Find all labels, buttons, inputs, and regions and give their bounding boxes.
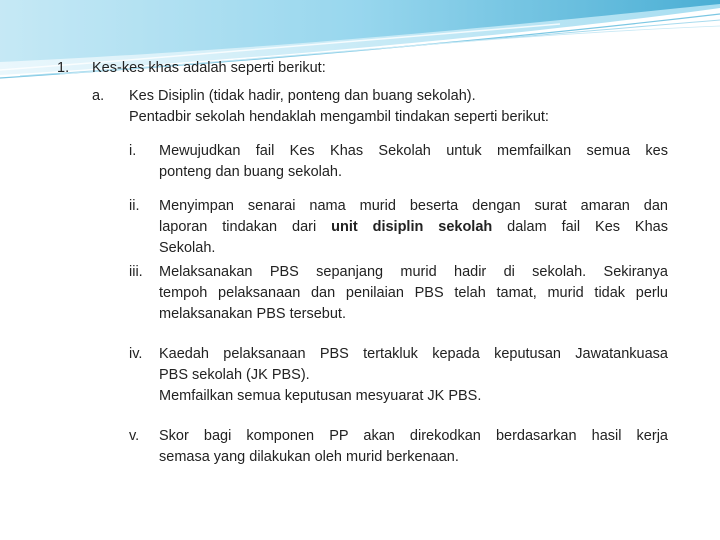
sub-item-ii-marker: ii.	[129, 198, 140, 214]
sub-item-v-line-1: Skor bagi komponen PP akan direkodkan berdasarkan hasil kerja	[159, 428, 668, 444]
sub-item-i-line-1: Mewujudkan fail Kes Khas Sekolah untuk memfailkan semua kes	[159, 143, 668, 159]
sub-item-v-line-2: semasa yang dilakukan oleh murid berkenaan.	[159, 449, 459, 465]
sub-item-iv-line-3: Memfailkan semua keputusan mesyuarat JK PBS.	[159, 388, 482, 404]
sub-item-iii-marker: iii.	[129, 264, 143, 280]
unit-disiplin-emphasis: unit disiplin sekolah	[331, 219, 493, 235]
sub-item-i-line-2: ponteng dan buang sekolah.	[159, 164, 343, 180]
sub-item-i-marker: i.	[129, 143, 137, 159]
item-1-text: Kes-kes khas adalah seperti berikut:	[92, 60, 326, 76]
item-a-text	[129, 86, 669, 128]
item-a-marker: a.	[92, 88, 105, 104]
sub-item-iii-text	[159, 262, 668, 325]
item-1-marker: 1.	[57, 60, 70, 76]
sub-item-iv-line-1: Kaedah pelaksanaan PBS tertakluk kepada keputusan Jawatankuasa	[159, 346, 668, 362]
sub-item-ii-line-2-pre: laporan tindakan dari	[159, 219, 332, 235]
sub-item-i-text	[159, 141, 668, 183]
sub-item-iv-line-2: PBS sekolah (JK PBS).	[159, 367, 310, 383]
sub-item-iv-text	[159, 344, 668, 407]
item-a-line-1: Kes Disiplin (tidak hadir, ponteng dan buang sekolah).	[129, 88, 476, 104]
sub-item-ii-line-2	[159, 217, 668, 238]
sub-item-v-marker: v.	[129, 428, 140, 444]
sub-item-iii-line-2: tempoh pelaksanaan dan penilaian PBS telah tamat, murid tidak perlu	[159, 285, 668, 301]
sub-item-iv-marker: iv.	[129, 346, 143, 362]
sub-item-ii-line-3: Sekolah.	[159, 240, 216, 256]
sub-item-iii-line-1: Melaksanakan PBS sepanjang murid hadir di sekolah. Sekiranya	[159, 264, 668, 280]
sub-item-ii-line-2-post: dalam fail Kes Khas	[492, 219, 668, 235]
sub-item-ii-text	[159, 196, 668, 259]
sub-item-iii-line-3: melaksanakan PBS tersebut.	[159, 306, 346, 322]
sub-item-v-text	[159, 426, 668, 468]
sub-item-ii-line-1: Menyimpan senarai nama murid beserta dengan surat amaran dan	[159, 198, 668, 214]
item-a-line-2: Pentadbir sekolah hendaklah mengambil tindakan seperti berikut:	[129, 109, 549, 125]
